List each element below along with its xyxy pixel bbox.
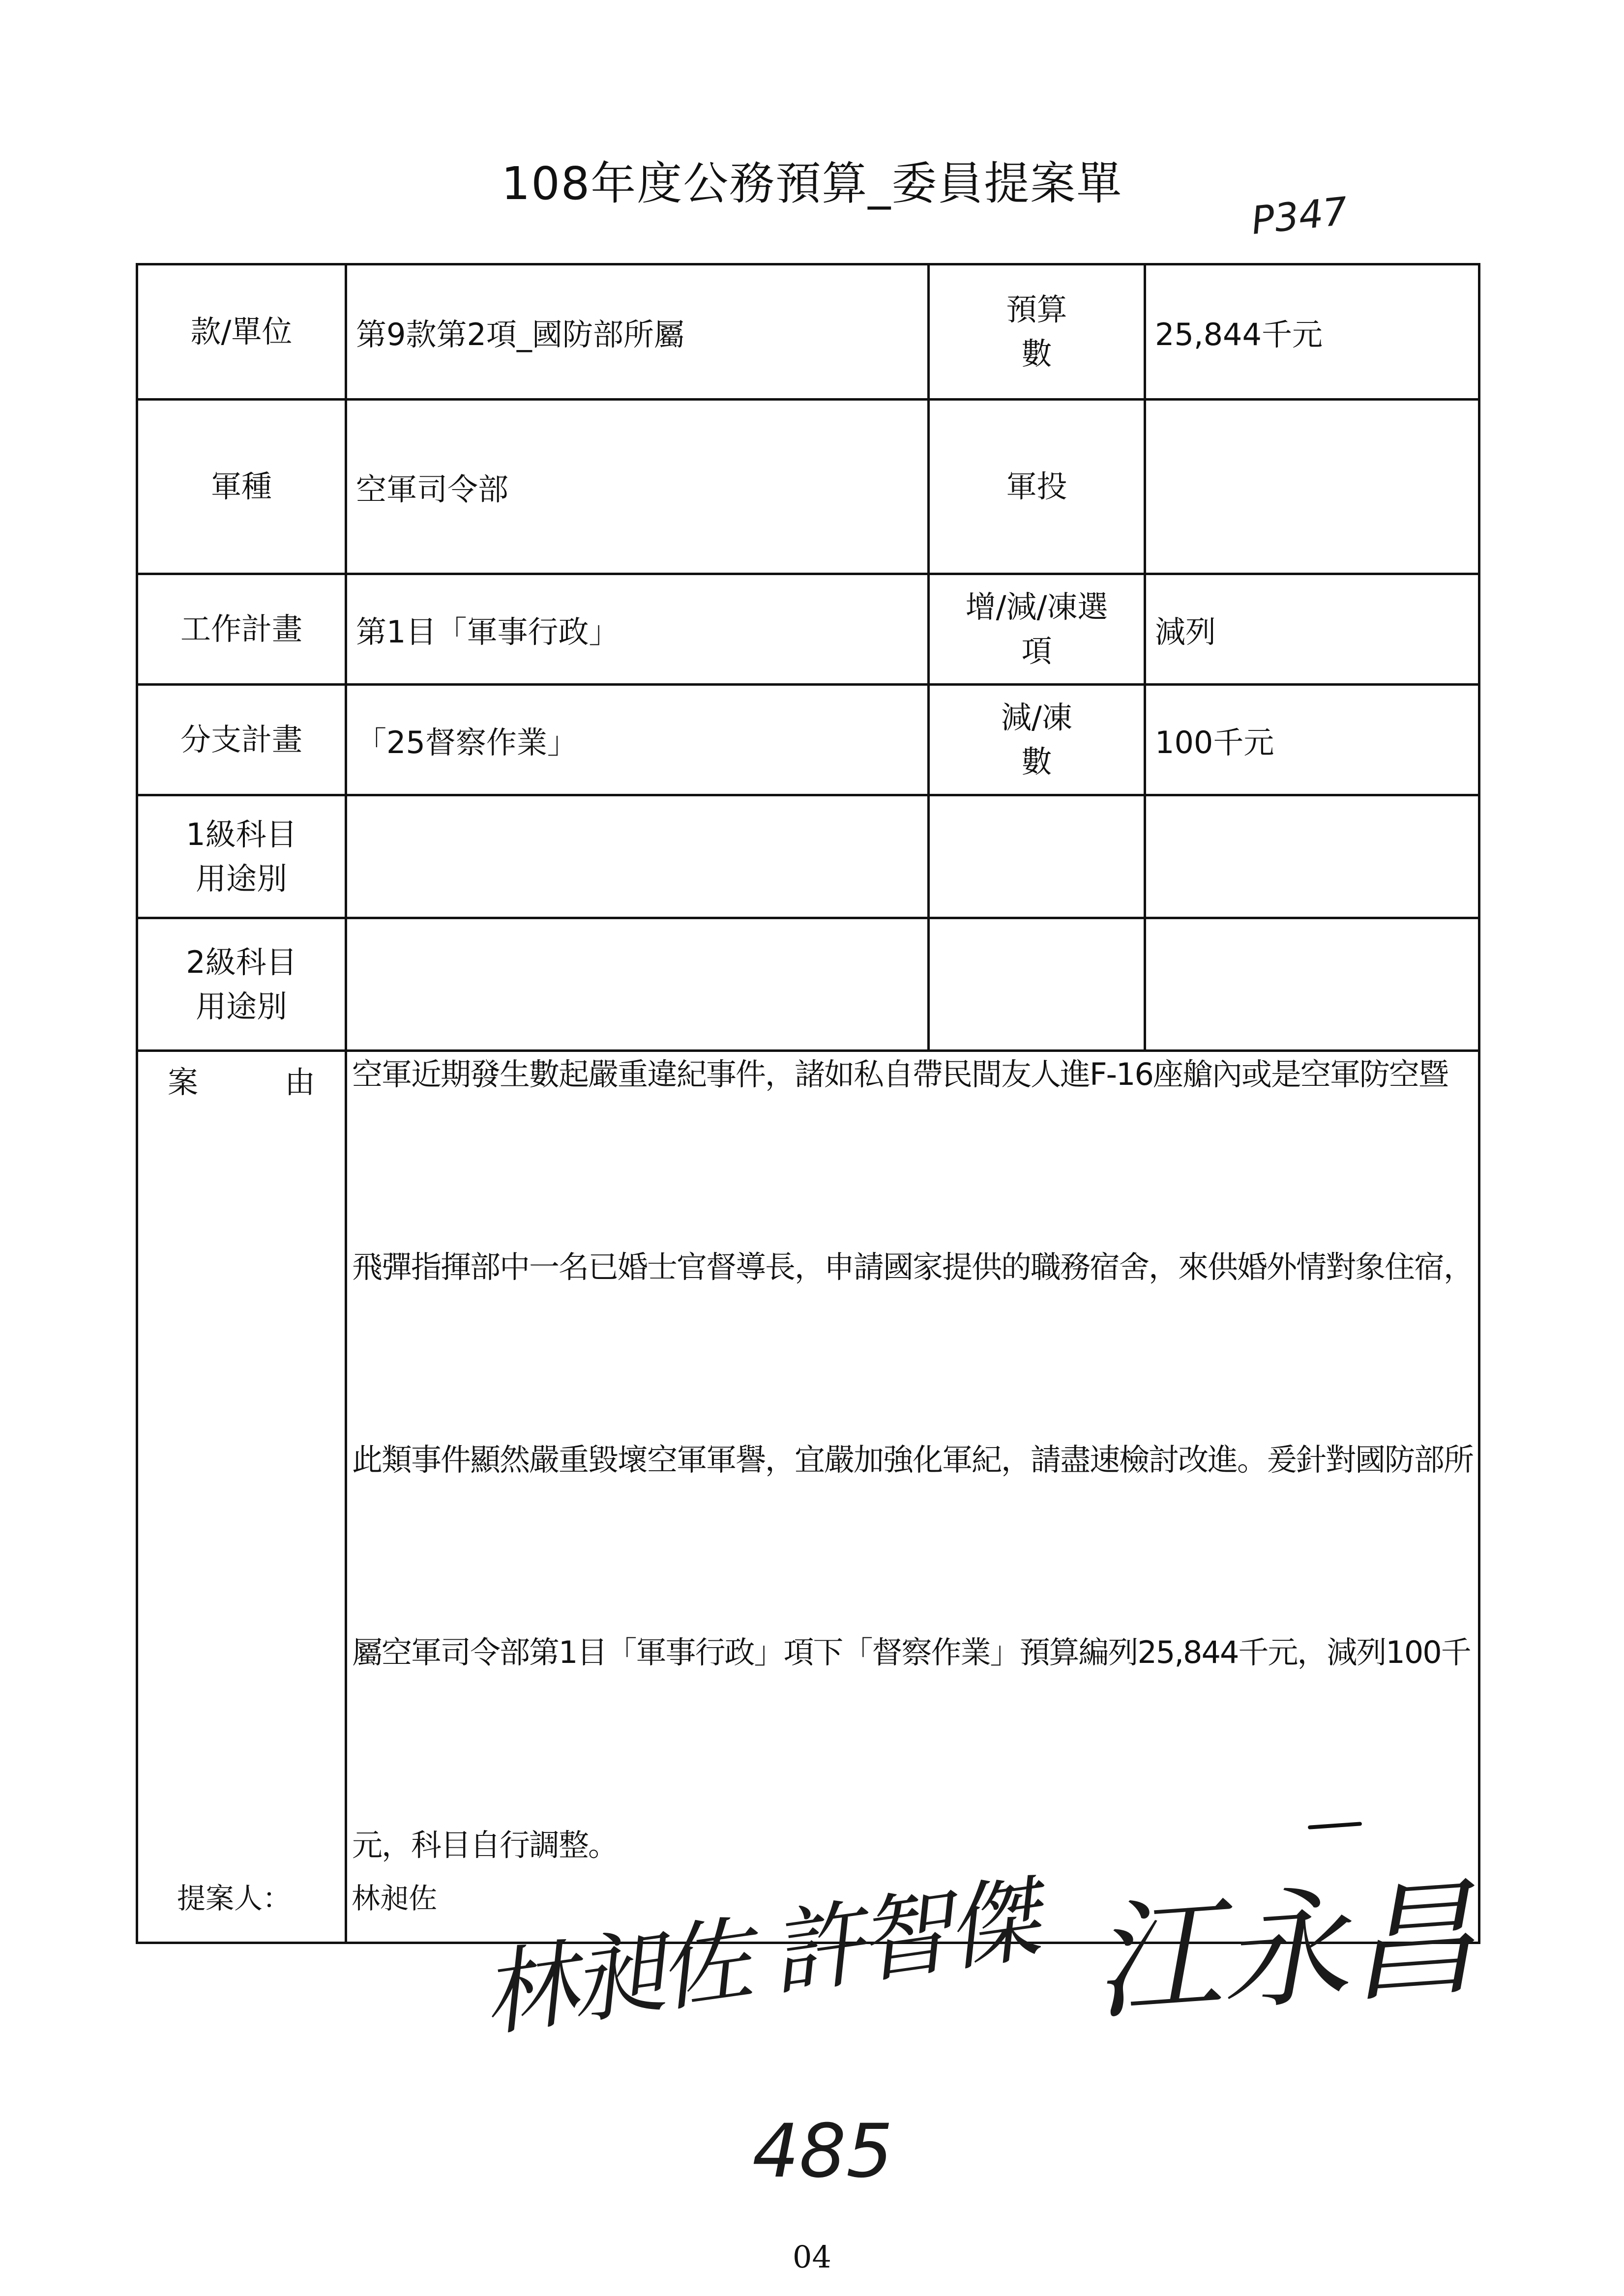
row-work-plan: [137, 574, 1479, 685]
level1-empty-cell-b: [1145, 795, 1479, 918]
amount-value: 100千元: [1145, 685, 1479, 795]
branch-value: 空軍司令部: [346, 400, 929, 574]
page-title: 108年度公務預算_委員提案單: [501, 157, 1123, 210]
row-branch: [137, 400, 1479, 574]
row-reason: [137, 1051, 1479, 1943]
army-investment-value: [1145, 400, 1479, 574]
work-plan-value: 第1目「軍事行政」: [346, 574, 929, 685]
budget-label: 預算數: [929, 264, 1145, 400]
reason-label-cell: [137, 1051, 346, 1943]
option-value: 減列: [1145, 574, 1479, 685]
reason-label-1: 案: [168, 1064, 199, 1100]
handwritten-signature-2: 江永昌: [1087, 1863, 1481, 2038]
army-investment-label: 軍投: [929, 400, 1145, 574]
subplan-value: 「25督察作業」: [346, 685, 929, 795]
option-label: 增/減/凍選項: [929, 574, 1145, 685]
handwritten-signature-1: 林昶佐 許智傑: [475, 1865, 1041, 2050]
unit-label: 款/單位: [137, 264, 346, 400]
proposer-label: 提案人：: [177, 1882, 292, 1915]
page-number: 04: [793, 2239, 831, 2275]
level1-empty-cell-a: [929, 795, 1145, 918]
budget-value: 25,844千元: [1145, 264, 1479, 400]
proposer-name: 林昶佐: [352, 1882, 438, 1915]
amount-label: 減/凍數: [929, 685, 1145, 795]
level1-label: 1級科目用途別: [137, 795, 346, 918]
handwritten-page-mark: P347: [1249, 189, 1350, 243]
unit-value: 第9款第2項_國防部所屬: [346, 264, 929, 400]
reason-label-2: 由: [284, 1064, 315, 1100]
reason-text: 空軍近期發生數起嚴重違紀事件，諸如私自帶民間友人進F-16座艙內或是空軍防空暨飛彈指揮部中一名已婚士官督導長，申請國家提供的職務宿舍，來供婚外情對象住宿，此類事件顯然嚴重毀壞空軍軍譽，宜嚴加強化軍紀，請盡速檢討改進。爰針對國防部所屬空軍司令部第1目「軍事行政」項下「督察作業」預算編列25,844千元，減列100千元，科目自行調整。: [352, 1056, 1474, 1863]
branch-label: 軍種: [137, 400, 346, 574]
work-plan-label: 工作計畫: [137, 574, 346, 685]
subplan-label: 分支計畫: [137, 685, 346, 795]
row-level1: [137, 795, 1479, 918]
level1-value: [346, 795, 929, 918]
handwritten-number: 485: [752, 2109, 893, 2194]
proposal-form-table: [136, 263, 1480, 1944]
row-unit: [137, 264, 1479, 400]
reason-text-cell: [346, 1051, 1479, 1943]
row-subplan: [137, 685, 1479, 795]
level2-label: 2級科目用途別: [137, 918, 346, 1051]
